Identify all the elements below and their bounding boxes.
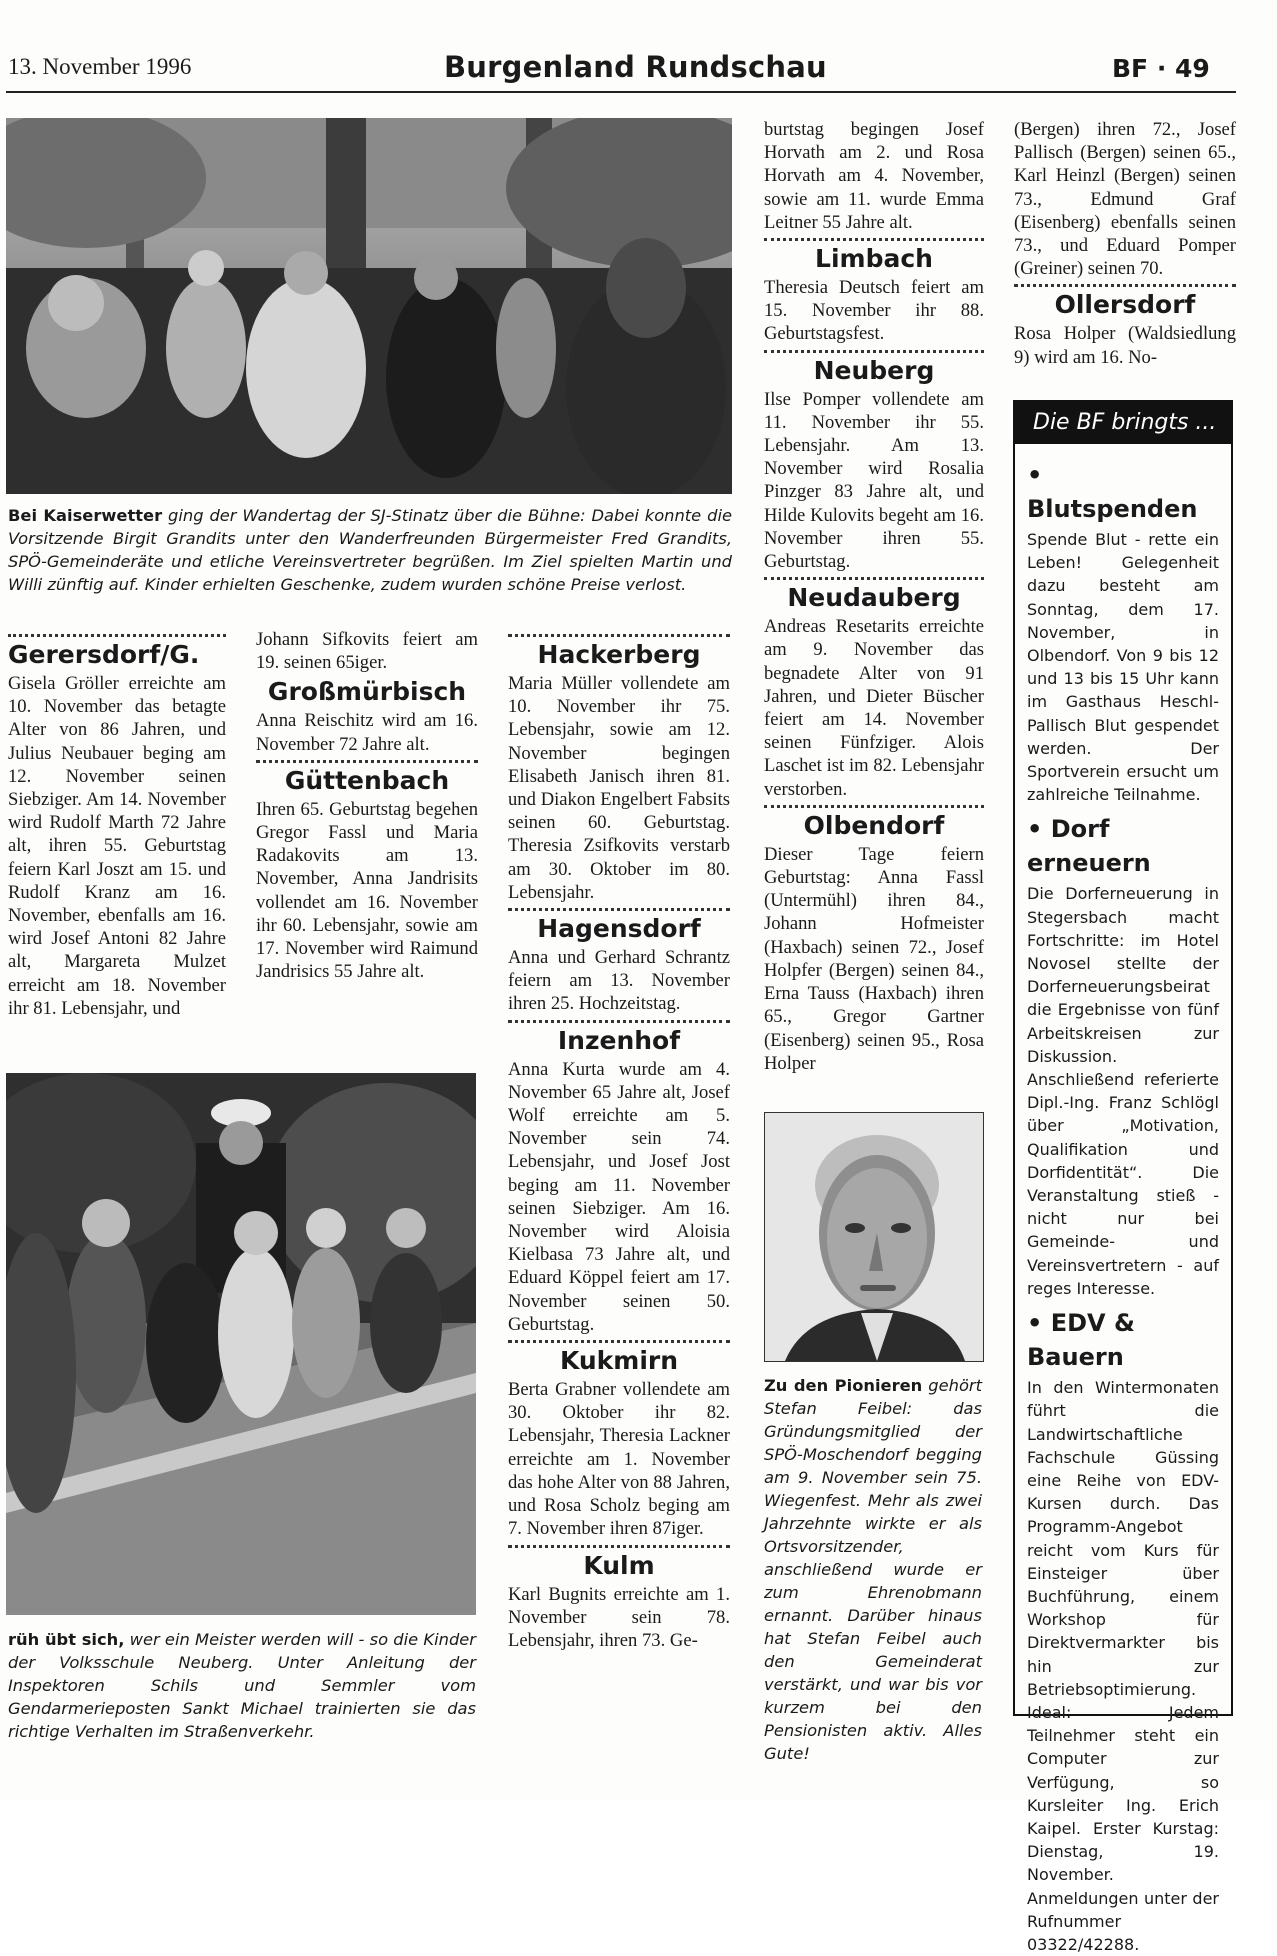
heading-gerersdorf: Gerersdorf/G. [8,640,200,669]
separator [764,805,984,808]
heading-inzenhof: Inzenhof [557,1025,681,1055]
column-1 [8,630,226,1020]
caption-text: gehört Stefan Feibel: das Gründungsmitglied der SPÖ-Moschendorf begging am 9. November sein 75. Wiegenfest. Mehr als zwei Jahrzehnte wirkte er als Ortsvorsitzender, anschließend wurde er zum Ehrenobmann ernannt. Darüber hinaus hat Stefan Feibel auch den Gemeinderat verstärkt, und war bis vor kurzem bei den Pensionisten aktiv. Alles Gute! [764,1376,982,1763]
box-body [1015,444,1231,1956]
feibel-portrait-image [765,1113,983,1361]
page-number: BF · 49 [1112,54,1210,83]
heading-grossmuerbisch: Großmürbisch [267,677,467,707]
text-kulm: Karl Bugnits erreichte am 1. November sein 78. Lebensjahr, ihren 73. Ge- [508,1583,730,1651]
heading-neuberg: Neuberg [813,355,935,385]
caption-lead: Zu den Pionieren [764,1376,923,1395]
feibel-caption [764,1374,982,1765]
feibel-portrait [764,1112,984,1362]
text-neuberg: Ilse Pomper vollendete am 11. November ihr 55. Lebensjahr. Am 13. November wird Rosalia Pinzger 83 Jahre alt, und Hilde Kulovits begeht am 16. November ihren 55. Geburtstag. [764,388,984,573]
column-5 [1014,118,1236,369]
wandertag-caption [8,504,732,596]
text-olbendorf: Dieser Tage feiern Geburtstag: Anna Fassl (Untermühl) ihren 84., Johann Hofmeister (Haxbach) seinen 72., Josef Holpfer (Bergen) seinen 84., Erna Tauss (Haxbach) ihren 65., Gregor Gartner (Eisenberg) seinen 95., Rosa Holper [764,843,984,1074]
text-dorf-erneuern: Die Dorferneuerung in Stegersbach macht Fortschritte: im Hotel Novosel stellte der Dorferneuerungsbeirat die Ergebnisse von fünf Arbeitskreisen zur Diskussion. Anschließend referierte Dipl.-Ing. Franz Schlögl über „Motivation, Qualifikation und Dorfidentität“. Die Veranstaltung stieß - nicht nur bei Gemeinde- und Vereinsvertretern - auf reges Interesse. [1027,884,1219,1298]
text-gerersdorf: Gisela Gröller erreichte am 10. November das betagte Alter von 86 Jahren, und Julius Neubauer beging am 12. November seinen Siebziger. Am 14. November wird Rudolf Marth 72 Jahre alt, ihren 55. Geburtstag feiern Karl Joszt am 15. und Rudolf Kranz am 16. November, ebenfalls am 16. wird Josef Antoni 82 Jahre alt, Margareta Mulzet erreicht am 18. November ihr 81. Lebensjahr, und [8,673,226,1019]
heading-olbendorf: Olbendorf [803,810,945,840]
separator [508,1340,730,1343]
bf-bringts-box [1013,400,1233,1954]
volksschule-photo-image [6,1073,476,1615]
heading-ollersdorf: Ollersdorf [1054,290,1196,320]
heading-blutspenden: • Blutspenden [1027,461,1198,523]
separator [764,577,984,580]
separator [764,238,984,241]
heading-kulm: Kulm [583,1550,655,1580]
separator [508,1545,730,1548]
heading-limbach: Limbach [815,244,933,274]
caption-text: ging der Wandertag der SJ-Stinatz über die Bühne: Dabei konnte die Vorsitzende Birgit Grandits unter den Wanderfreunden Bürgermeister Fred Grandits, SPÖ-Gemeinderäte und etliche Vereinsvertreter begrüßen. Im Ziel spielten Martin und Willi zünftig auf. Kinder erhielten Geschenke, zudem wurden schöne Preise verlost. [8,506,732,594]
text-horvath: burtstag begingen Josef Horvath am 2. und Rosa Horvath am 4. November, sowie am 11. wurde Emma Leitner 55 Jahre alt. [764,119,984,233]
column-3 [508,630,730,1652]
text-blutspenden: Spende Blut - rette ein Leben! Gelegenheit dazu besteht am Sonntag, dem 17. November, in Olbendorf. Von 9 bis 12 und 13 bis 15 Uhr kann im Gasthaus Heschl-Pallisch Blut gespendet werden. Der Sportverein ersucht um zahlreiche Teilnahme. [1027,530,1219,805]
text-hagensdorf: Anna und Gerhard Schrantz feiern am 13. November ihren 25. Hochzeitstag. [508,947,730,1015]
column-4 [764,118,984,1075]
text-neudauberg: Andreas Resetarits erreichte am 9. November das begnadete Alter von 91 Jahren, und Dieter Büscher feiert am 14. November seinen Fünfziger. Alois Laschet ist im 82. Lebensjahr verstorben. [764,616,984,800]
newspaper-title: Burgenland Rundschau [444,50,827,84]
text-hackerberg: Maria Müller vollendete am 10. November ihr 75. Lebensjahr, sowie am 12. November begingen Elisabeth Janisch ihren 81. und Diakon Engelbert Fabsits seinen 60. Geburtstag. Theresia Zsifkovits verstarb am 30. Oktober im 80. Lebensjahr. [508,673,730,903]
separator [508,908,730,911]
issue-date: 13. November 1996 [8,54,192,79]
text-ollersdorf: Rosa Holper (Waldsiedlung 9) wird am 16. No- [1014,323,1236,368]
heading-kukmirn: Kukmirn [559,1346,679,1376]
header-rule [6,91,1236,93]
text-edv-bauern: In den Wintermonaten führt die Landwirtschaftliche Fachschule Güssing eine Reihe von EDV-Kursen durch. Das Programm-Angebot reicht vom Kurs für Einsteiger über Buchführung, einem Workshop für Direktvermarkter bis hin zur Betriebsoptimierung. Ideal: Jedem Teilnehmer steht ein Computer zur Verfügung, so Kursleiter Ing. Erich Kaipel. Erster Kurstag: Dienstag, 19. November. Anmeldungen unter der Rufnummer 03322/42288. [1027,1378,1219,1954]
heading-neudauberg: Neudauberg [787,583,961,613]
heading-edv-bauern: • EDV & Bauern [1027,1309,1135,1372]
caption-lead: rüh übt sich, [8,1630,125,1649]
separator [256,760,478,763]
text-grossmuerbisch: Anna Reischitz wird am 16. November 72 Jahre alt. [256,710,478,755]
text-kukmirn: Berta Grabner vollendete am 30. Oktober ihr 82. Lebensjahr, Theresia Lackner erreichte am 1. November das hohe Alter von 88 Jahren, und Rosa Scholz beging am 7. November ihren 87iger. [508,1379,730,1540]
heading-dorf-erneuern: • Dorf erneuern [1027,815,1151,878]
separator [8,634,226,637]
column-2 [256,628,478,983]
text-sifkovits: Johann Sifkovits feiert am 19. seinen 65iger. [256,629,478,674]
text-limbach: Theresia Deutsch feiert am 15. November ihr 88. Geburtstagsfest. [764,277,984,345]
text-bergen: (Bergen) ihren 72., Josef Pallisch (Bergen) seinen 65., Karl Heinzl (Bergen) seinen 73., Edmund Graf (Eisenberg) ebenfalls seinen 73., und Eduard Pomper (Greiner) seinen 70. [1014,119,1236,280]
separator [764,350,984,353]
separator [508,1020,730,1023]
wandertag-photo-image [6,118,732,494]
text-inzenhof: Anna Kurta wurde am 4. November 65 Jahre alt, Josef Wolf erreichte am 5. November sein 74. Lebensjahr, und Josef Jost beging am 11. November seinen Siebziger. Am 16. November wird Aloisia Kielbasa 73 Jahre alt, und Eduard Köppel feiert am 17. November seinen 50. Geburtstag. [508,1058,730,1335]
heading-hackerberg: Hackerberg [537,640,701,669]
caption-lead: Bei Kaiserwetter [8,506,163,525]
box-title: Die BF bringts ... [1015,402,1231,444]
caption-text: wer ein Meister werden will - so die Kinder der Volksschule Neuberg. Unter Anleitung der Inspektoren Schils und Semmler vom Gendarmerieposten Sankt Michael trainierten sie das richtige Verhalten im Straßenverkehr. [8,1630,476,1741]
volksschule-photo [6,1073,476,1615]
separator [508,634,730,637]
heading-guettenbach: Güttenbach [284,765,450,795]
wandertag-photo [6,118,732,494]
text-guettenbach: Ihren 65. Geburtstag begehen Gregor Fassl und Maria Radakovits am 13. November, Anna Jandrisits vollendet am 16. November ihr 60. Lebensjahr, sowie am 17. November wird Raimund Jandrisics 55 Jahre alt. [256,798,478,983]
separator [1014,284,1236,287]
volksschule-caption [8,1628,476,1743]
heading-hagensdorf: Hagensdorf [537,914,701,944]
